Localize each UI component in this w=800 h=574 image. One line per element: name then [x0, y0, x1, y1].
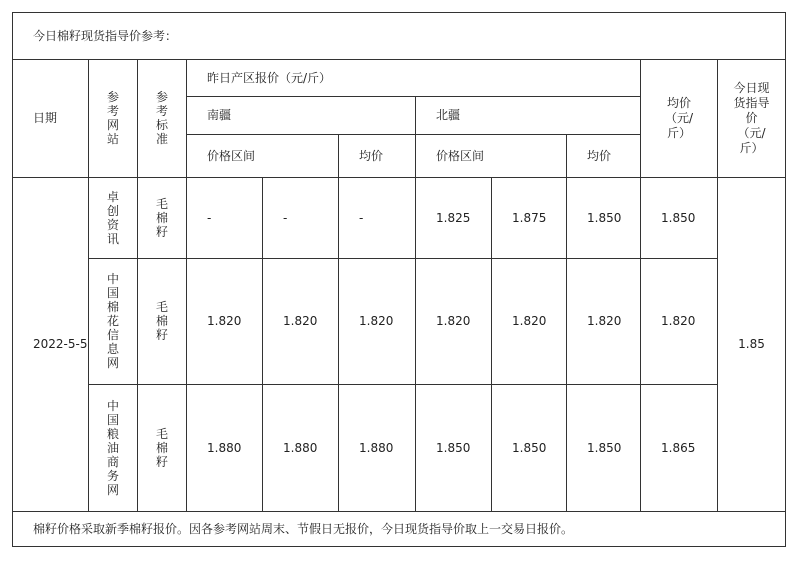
- standard-cell: 毛棉籽: [138, 178, 187, 259]
- price-table: [12, 12, 786, 547]
- standard-cell: 毛棉籽: [138, 385, 187, 512]
- header-standard: 参考标准: [138, 60, 187, 178]
- south-low-cell: 1.820: [187, 259, 263, 385]
- header-south: 南疆: [187, 97, 416, 135]
- table-row: [13, 178, 786, 259]
- north-avg-cell: 1.850: [567, 178, 641, 259]
- south-avg-cell: 1.820: [339, 259, 416, 385]
- north-avg-cell: 1.850: [567, 385, 641, 512]
- header-north: 北疆: [416, 97, 641, 135]
- site-cell: 中国粮油商务网: [89, 385, 138, 512]
- header-site: 参考网站: [89, 60, 138, 178]
- south-high-cell: -: [263, 178, 339, 259]
- header-north-avg: 均价: [567, 135, 641, 178]
- south-avg-cell: -: [339, 178, 416, 259]
- north-low-cell: 1.850: [416, 385, 492, 512]
- header-overall-avg: 均价（元/斤）: [641, 60, 718, 178]
- south-low-cell: 1.880: [187, 385, 263, 512]
- table-row: [13, 259, 786, 385]
- north-avg-cell: 1.820: [567, 259, 641, 385]
- header-north-range: 价格区间: [416, 135, 567, 178]
- south-avg-cell: 1.880: [339, 385, 416, 512]
- north-high-cell: 1.820: [492, 259, 567, 385]
- north-low-cell: 1.825: [416, 178, 492, 259]
- footnote: 棉籽价格采取新季棉籽报价。因各参考网站周末、节假日无报价，今日现货指导价取上一交易日报价。: [13, 512, 786, 547]
- avg-cell: 1.820: [641, 259, 718, 385]
- date-cell: 2022-5-5: [13, 178, 89, 512]
- south-low-cell: -: [187, 178, 263, 259]
- site-cell: 卓创资讯: [89, 178, 138, 259]
- north-low-cell: 1.820: [416, 259, 492, 385]
- table-row: [13, 385, 786, 512]
- header-yesterday: 昨日产区报价（元/斤）: [187, 60, 641, 97]
- today-price-cell: 1.85: [718, 178, 786, 512]
- header-south-range: 价格区间: [187, 135, 339, 178]
- header-date: 日期: [13, 60, 89, 178]
- south-high-cell: 1.820: [263, 259, 339, 385]
- site-cell: 中国棉花信息网: [89, 259, 138, 385]
- table-title: 今日棉籽现货指导价参考：: [13, 13, 786, 60]
- header-today-price: 今日现货指导价（元/斤）: [718, 60, 786, 178]
- south-high-cell: 1.880: [263, 385, 339, 512]
- header-south-avg: 均价: [339, 135, 416, 178]
- avg-cell: 1.850: [641, 178, 718, 259]
- north-high-cell: 1.850: [492, 385, 567, 512]
- north-high-cell: 1.875: [492, 178, 567, 259]
- standard-cell: 毛棉籽: [138, 259, 187, 385]
- avg-cell: 1.865: [641, 385, 718, 512]
